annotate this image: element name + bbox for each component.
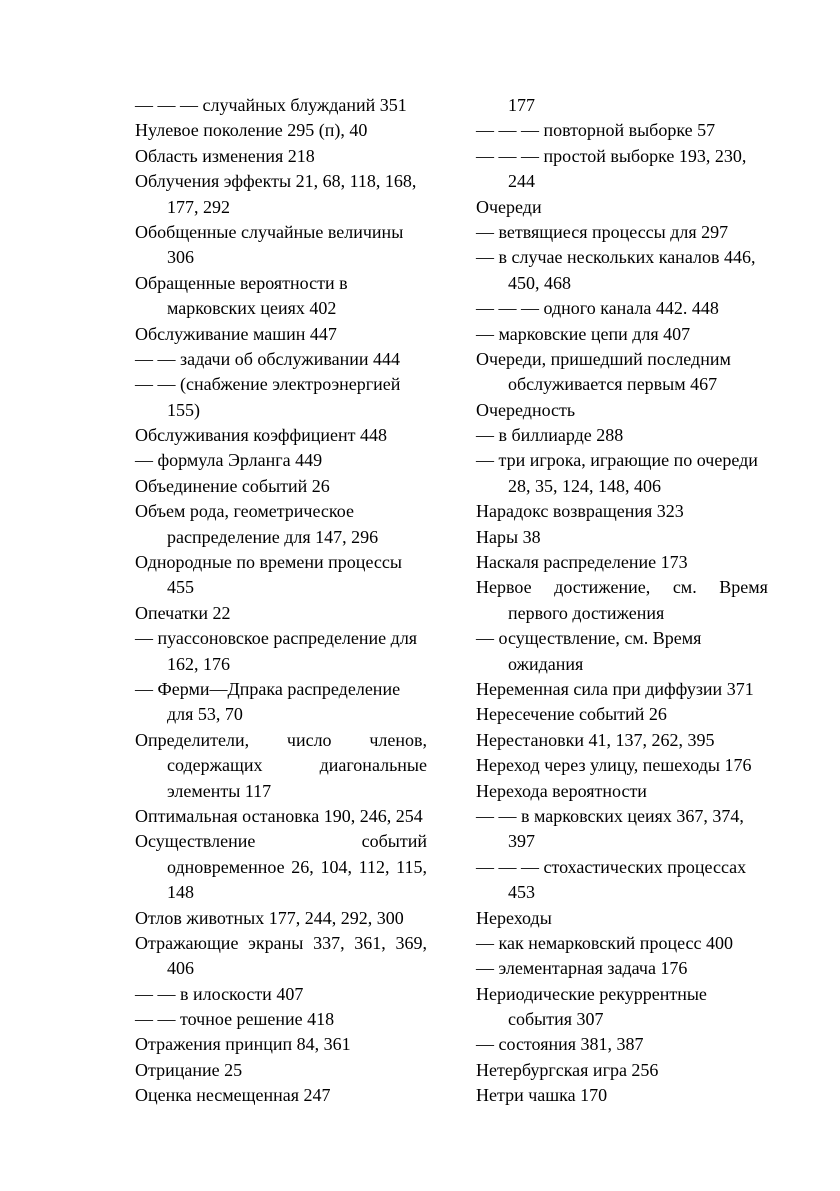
index-entry: Нересечение событий 26 — [476, 704, 667, 725]
index-entry: Облучения эффекты 21, 68, 118, 168, — [135, 171, 417, 192]
index-entry-continuation: 397 — [508, 831, 535, 852]
index-entry: Оптимальная остановка 190, 246, 254 — [135, 805, 423, 826]
index-entry-continuation: 28, 35, 124, 148, 406 — [508, 475, 661, 496]
index-entry: Очереди, пришедший последним — [476, 348, 731, 369]
index-entry: — — — простой выборке 193, 230, — [476, 145, 747, 166]
index-entry: Нереходы — [476, 907, 552, 928]
index-entry: Область изменения 218 — [135, 145, 315, 166]
index-entry: Определители, число членов, — [135, 729, 427, 750]
index-entry: Оценка несмещенная 247 — [135, 1085, 331, 1106]
index-entry: — — в марковских цеиях 367, 374, — [476, 805, 744, 826]
index-entry: Наскаля распределение 173 — [476, 552, 688, 573]
index-entry: — в биллиарде 288 — [476, 425, 624, 446]
index-entry: Однородные по времени процессы — [135, 552, 402, 573]
index-entry-continuation: 177, 292 — [167, 196, 230, 217]
index-entry-continuation: первого достижения — [508, 602, 665, 623]
index-entry: Нерехода вероятности — [476, 780, 647, 801]
index-entry: — осуществление, см. Время — [476, 628, 702, 649]
index-entry-continuation: содержащих диагональные — [167, 755, 427, 776]
index-entry: Отлов животных 177, 244, 292, 300 — [135, 907, 404, 928]
index-entry-continuation: ожидания — [508, 653, 584, 674]
index-entry-continuation: одновременное 26, 104, 112, 115, — [167, 856, 427, 877]
index-entry: Отражающие экраны 337, 361, 369, — [135, 932, 427, 953]
index-entry-continuation: распределение для 147, 296 — [167, 526, 379, 547]
index-entry: — Ферми—Дпрака распределение — [135, 678, 401, 699]
index-entry-continuation: события 307 — [508, 1009, 604, 1030]
index-entry: — в случае нескольких каналов 446, — [476, 247, 756, 268]
index-entry: Нерестановки 41, 137, 262, 395 — [476, 729, 715, 750]
index-entry-continuation: марковских цеиях 402 — [167, 298, 337, 319]
index-entry: Нулевое поколение 295 (п), 40 — [135, 120, 368, 141]
index-entry: — как немарковский процесс 400 — [476, 932, 733, 953]
index-entry: — — — стохастических процессах — [476, 856, 747, 877]
index-entry: — элементарная задача 176 — [476, 958, 688, 979]
index-entry-continuation: обслуживается первым 467 — [508, 374, 718, 395]
index-entry-continuation: для 53, 70 — [167, 704, 243, 725]
index-entry: Осуществление событий — [135, 831, 427, 852]
index-entry: — — — повторной выборке 57 — [476, 120, 716, 141]
index-entry: Нары 38 — [476, 526, 541, 547]
index-entry: Обслуживание машин 447 — [135, 323, 337, 344]
index-entry-continuation: 177 — [508, 95, 535, 115]
index-entry: Объем рода, геометрическое — [135, 501, 354, 522]
index-entry: Нереход через улицу, пешеходы 176 — [476, 755, 752, 776]
index-entry: — пуассоновское распределение для — [135, 628, 418, 649]
index-entry: Отрицание 25 — [135, 1059, 243, 1080]
index-column-left — [135, 93, 427, 1109]
index-entry: Обращенные вероятности в — [135, 272, 348, 293]
index-entry: Объединение событий 26 — [135, 475, 330, 496]
index-entry-continuation: 162, 176 — [167, 653, 230, 674]
index-entry: — формула Эрланга 449 — [135, 450, 323, 471]
index-entry-continuation: 453 — [508, 882, 535, 903]
index-column-right — [476, 93, 768, 1109]
index-entry: Обобщенные случайные величины — [135, 221, 404, 242]
index-entry: Очереди — [476, 196, 542, 217]
index-entry-continuation: 306 — [167, 247, 194, 268]
index-entry: — состояния 381, 387 — [476, 1034, 644, 1055]
index-entry: Нервое достижение, см. Время — [476, 577, 768, 598]
index-entry: Нериодические рекуррентные — [476, 983, 707, 1004]
index-entry: — ветвящиеся процессы для 297 — [476, 221, 729, 242]
index-entry-continuation: 244 — [508, 171, 535, 192]
index-entry: Неременная сила при диффузии 371 — [476, 678, 754, 699]
index-entry-continuation: 406 — [167, 958, 194, 979]
index-entry: Отражения принцип 84, 361 — [135, 1034, 351, 1055]
index-entry-continuation: элементы 117 — [167, 780, 272, 801]
index-entry-continuation: 155) — [167, 399, 200, 420]
index-entry: Нетербургская игра 256 — [476, 1059, 659, 1080]
index-entry: — три игрока, играющие по очереди — [476, 450, 758, 471]
index-entry: Нарадокс возвращения 323 — [476, 501, 684, 522]
index-entry-continuation: 148 — [167, 882, 194, 903]
index-entry: — — в илоскости 407 — [135, 983, 304, 1004]
index-entry: — — задачи об обслуживании 444 — [135, 348, 400, 369]
index-entry: — — — случайных блужданий 351 — [135, 95, 407, 115]
index-entry: — — точное решение 418 — [135, 1009, 335, 1030]
index-entry: Очередность — [476, 399, 576, 420]
index-entry: — марковские цепи для 407 — [476, 323, 691, 344]
index-entry-continuation: 455 — [167, 577, 194, 598]
index-entry: — — (снабжение электроэнергией — [135, 374, 401, 395]
index-entry-continuation: 450, 468 — [508, 272, 571, 293]
index-entry: Опечатки 22 — [135, 602, 231, 623]
index-entry: — — — одного канала 442. 448 — [476, 298, 719, 319]
index-entry: Обслуживания коэффициент 448 — [135, 425, 388, 446]
index-entry: Нетри чашка 170 — [476, 1085, 608, 1106]
